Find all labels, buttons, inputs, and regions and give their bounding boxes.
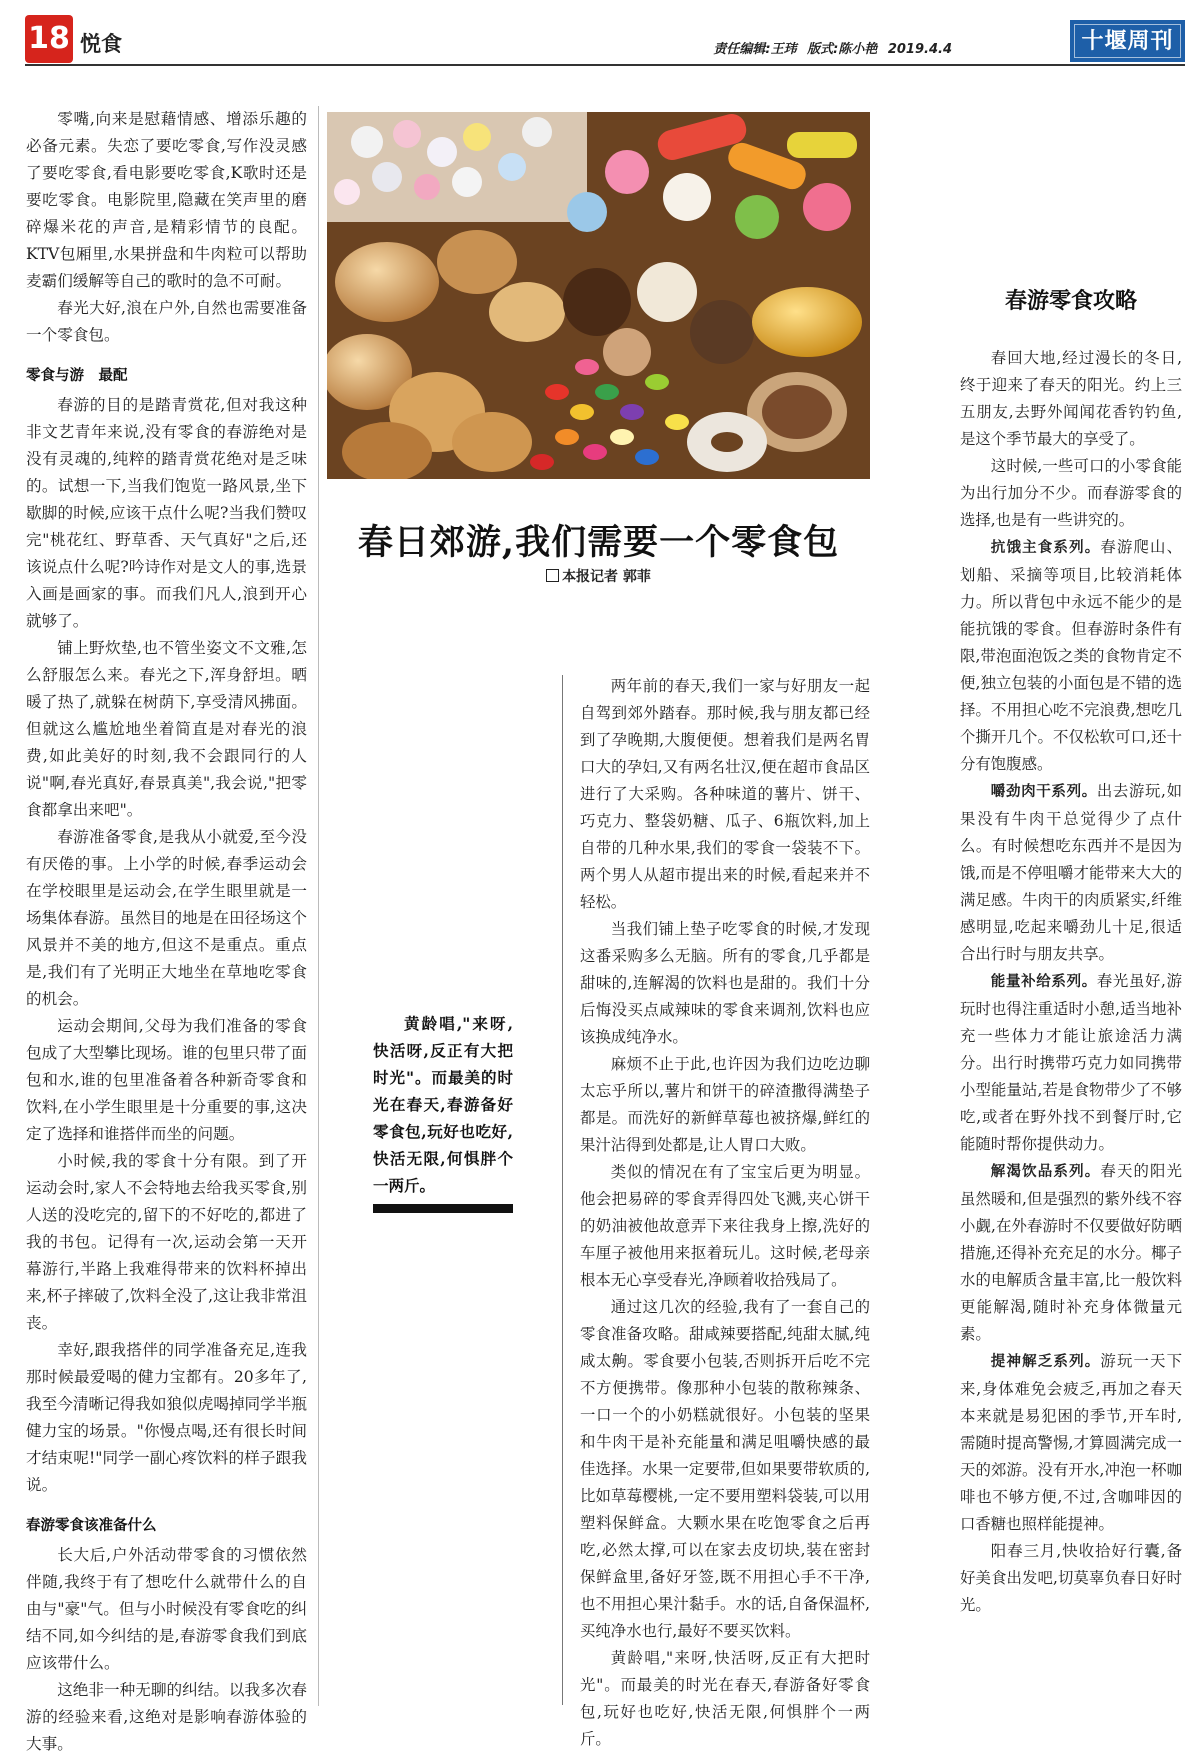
sidebar-lead: 提神解乏系列。 xyxy=(990,1354,1101,1370)
subheading: 零食与游 最配 xyxy=(26,368,128,384)
sidebar-lead: 解渴饮品系列。 xyxy=(990,1164,1101,1180)
paragraph: 运动会期间,父母为我们准备的零食包成了大型攀比现场。谁的包里只带了面包和水,谁的包里准备着各种新奇零食和饮料,在小学生眼里是十分重要的事,这决定了选择和谁搭伴而坐的问题。 xyxy=(26,1017,307,1143)
column-divider xyxy=(562,675,563,1705)
page-number: 18 xyxy=(25,15,73,63)
sidebar-text: 出去游玩,如果没有牛肉干总觉得少了点什么。有时候想吃东西并不是因为饿,而是不停咀嚼才能带来大大的满足感。牛肉干的肉质紧实,纤维感明显,吃起来嚼劲儿十足,很适合出行时与朋友共享。 xyxy=(960,782,1182,963)
editor-name: 责任编辑:王玮 xyxy=(713,42,797,57)
section-title: 悦食 xyxy=(80,32,122,56)
sidebar-paragraph xyxy=(960,1538,1182,1619)
sidebar-text: 春回大地,经过漫长的冬日,终于迎来了春天的阳光。约上三五朋友,去野外闻闻花香钓钓鱼,是这个季节最大的享受了。 xyxy=(960,349,1182,448)
paragraph: 通过这几次的经验,我有了一套自己的零食准备攻略。甜咸辣要搭配,纯甜太腻,纯咸太齁。零食要小包装,否则拆开后吃不完不方便携带。像那种小包装的散称辣条、一口一个的小奶糕就很好。小包装的坚果和牛肉干是补充能量和满足咀嚼快感的最佳选择。水果一定要带,但如果要带软质的,比如草莓樱桃,一定不要用塑料袋装,可以用塑料保鲜盒。大颗水果在吃饱零食之后再吃,必然太撑,可以在家去皮切块,装在密封保鲜盒里,备好牙签,既不用担心手不干净,也不用担心果汁黏手。水的话,自备保温杯,买纯净水也行,最好不要买饮料。 xyxy=(580,1298,870,1640)
article-headline: 春日郊游,我们需要一个零食包 xyxy=(357,522,840,563)
layout-name: 版式:陈小艳 xyxy=(807,42,878,57)
sidebar-title: 春游零食攻略 xyxy=(1004,288,1137,314)
paragraph: 铺上野炊垫,也不管坐姿文不文雅,怎么舒服怎么来。春光之下,浑身舒坦。晒暖了热了,就躲在树荫下,享受清风拂面。但就这么尴尬地坐着简直是对春光的浪费,如此美好的时刻,我不会跟同行的人说"啊,春光真好,春景真美",我会说,"把零食都拿出来吧"。 xyxy=(26,639,307,819)
header-rule xyxy=(25,64,1185,66)
sidebar-text: 春光虽好,游玩时也得注重适时小憩,适当地补充一些体力才能让旅途活力满分。出行时携带巧克力如同携带小型能量站,若是食物带少了不够吃,或者在野外找不到餐厅时,它能随时帮你提供动力。 xyxy=(960,972,1182,1153)
sidebar-lead: 能量补给系列。 xyxy=(990,974,1097,990)
article-column-1 xyxy=(26,106,307,1758)
paragraph: 春光大好,浪在户外,自然也需要准备一个零食包。 xyxy=(26,299,307,344)
sidebar-text: 春天的阳光虽然暖和,但是强烈的紫外线不容小觑,在外春游时不仅要做好防晒措施,还得补充充足的水分。椰子水的电解质含量丰富,比一般饮料更能解渴,随时补充身体微量元素。 xyxy=(960,1162,1182,1343)
sidebar-lead: 嚼劲肉干系列。 xyxy=(990,784,1097,800)
sidebar-paragraph xyxy=(960,778,1182,968)
sidebar-text: 游玩一天下来,身体难免会疲乏,再加之春天本来就是易犯困的季节,开车时,需随时提高警惕,才算圆满完成一天的郊游。没有开水,冲泡一杯咖啡也不够方便,不过,含咖啡因的口香糖也照样能提神。 xyxy=(960,1352,1182,1533)
paragraph: 长大后,户外活动带零食的习惯依然伴随,我终于有了想吃什么就带什么的自由与"豪"气。但与小时候没有零食吃的纠结不同,如今纠结的是,春游零食我们到底应该带什么。 xyxy=(26,1546,307,1672)
sidebar-paragraph xyxy=(960,1158,1182,1348)
byline-box-icon xyxy=(546,569,559,582)
subheading: 春游零食该准备什么 xyxy=(26,1518,157,1534)
paragraph: 类似的情况在有了宝宝后更为明显。他会把易碎的零食弄得四处飞溅,夹心饼干的奶油被他故意弄下来往我身上擦,洗好的车厘子被他用来抠着玩儿。这时候,老母亲根本无心享受春光,净顾着收拾残局了。 xyxy=(580,1163,870,1289)
paragraph: 当我们铺上垫子吃零食的时候,才发现这番采购多么无脑。所有的零食,几乎都是甜味的,连解渴的饮料也是甜的。我们十分后悔没买点咸辣味的零食来调剂,饮料也应该换成纯净水。 xyxy=(580,920,870,1046)
sidebar-text: 这时候,一些可口的小零食能为出行加分不少。而春游零食的选择,也是有一些讲究的。 xyxy=(960,457,1182,529)
paragraph: 春游准备零食,是我从小就爱,至今没有厌倦的事。上小学的时候,春季运动会在学校眼里是运动会,在学生眼里就是一场集体春游。虽然目的地是在田径场这个风景并不美的地方,但这不是重点。重点是,我们有了光明正大地坐在草地吃零食的机会。 xyxy=(26,828,307,1008)
sidebar-paragraph xyxy=(960,453,1182,534)
paragraph: 这绝非一种无聊的纠结。以我多次春游的经验来看,这绝对是影响春游体验的大事。 xyxy=(26,1681,307,1753)
paragraph: 春游的目的是踏青赏花,但对我这种非文艺青年来说,没有零食的春游绝对是没有灵魂的,纯粹的踏青赏花绝对是乏味的。试想一下,当我们饱览一路风景,坐下歇脚的时候,应该干点什么呢?当我们赞叹完"桃花红、野草香、天气真好"之后,还该说点什么呢?吟诗作对是文人的事,选景入画是画家的事。而我们凡人,浪到开心就够了。 xyxy=(26,396,307,630)
sidebar-paragraph xyxy=(960,1348,1182,1538)
editor-credits xyxy=(707,38,952,57)
sidebar-lead: 抗饿主食系列。 xyxy=(990,540,1101,556)
sidebar-text: 阳春三月,快收拾好行囊,备好美食出发吧,切莫辜负春日好时光。 xyxy=(960,1542,1182,1614)
paragraph: 小时候,我的零食十分有限。到了开运动会时,家人不会特地去给我买零食,别人送的没吃完的,留下的不好吃的,都进了我的书包。记得有一次,运动会第一天开幕游行,半路上我难得带来的饮料杯掉出来,杯子摔破了,饮料全没了,这让我非常沮丧。 xyxy=(26,1152,307,1332)
paragraph: 两年前的春天,我们一家与好朋友一起自驾到郊外踏春。那时候,我与朋友都已经到了孕晚期,大腹便便。想着我们是两名胃口大的孕妇,又有两名壮汉,便在超市食品区进行了大采购。各种味道的薯片、饼干、巧克力、整袋奶糖、瓜子、6瓶饮料,加上自带的几种水果,我们的零食一袋装不下。两个男人从超市提出来的时候,看起来并不轻松。 xyxy=(580,677,870,911)
article-column-2 xyxy=(580,673,870,1753)
column-divider xyxy=(318,106,319,1706)
snacks-illustration xyxy=(327,112,870,479)
pull-quote xyxy=(373,1010,513,1199)
paragraph: 零嘴,向来是慰藉情感、增添乐趣的必备元素。失恋了要吃零食,写作没灵感了要吃零食,看电影要吃零食,K歌时还是要吃零食。电影院里,隐藏在笑声里的磨碎爆米花的声音,是精彩情节的良配。KTV包厢里,水果拼盘和牛肉粒可以帮助麦霸们缓解等自己的歌时的急不可耐。 xyxy=(26,110,307,290)
masthead-logo: 十堰周刊 xyxy=(1070,20,1185,62)
sidebar-column xyxy=(960,345,1182,1619)
sidebar-text: 春游爬山、划船、采摘等项目,比较消耗体力。所以背包中永远不能少的是能抗饿的零食。但春游时条件有限,带泡面泡饭之类的食物肯定不便,独立包装的小面包是不错的选择。不用担心吃不完浪费,想吃几个撕开几个。不仅松软可口,还十分有饱腹感。 xyxy=(960,538,1182,773)
snacks-photo xyxy=(327,112,870,479)
byline-text: 本报记者 郭菲 xyxy=(562,569,651,585)
article-byline xyxy=(327,566,870,586)
sidebar-paragraph xyxy=(960,345,1182,453)
sidebar-paragraph xyxy=(960,968,1182,1158)
sidebar-paragraph xyxy=(960,534,1182,778)
pull-quote-bar xyxy=(373,1204,513,1213)
issue-date: 2019.4.4 xyxy=(887,42,952,57)
paragraph: 麻烦不止于此,也许因为我们边吃边聊太忘乎所以,薯片和饼干的碎渣撒得满垫子都是。而洗好的新鲜草莓也被挤爆,鲜红的果汁沾得到处都是,让人胃口大败。 xyxy=(580,1055,870,1154)
paragraph: 幸好,跟我搭伴的同学准备充足,连我那时候最爱喝的健力宝都有。20多年了,我至今清晰记得我如狼似虎喝掉同学半瓶健力宝的场景。"你慢点喝,还有很长时间才结束呢!"同学一副心疼饮料的样子跟我说。 xyxy=(26,1341,307,1494)
pull-quote-text: 黄龄唱,"来呀,快活呀,反正有大把时光"。而最美的时光在春天,春游备好零食包,玩好也吃好,快活无限,何惧胖个一两斤。 xyxy=(373,1014,513,1195)
paragraph: 黄龄唱,"来呀,快活呀,反正有大把时光"。而最美的时光在春天,春游备好零食包,玩好也吃好,快活无限,何惧胖个一两斤。 xyxy=(580,1649,870,1748)
